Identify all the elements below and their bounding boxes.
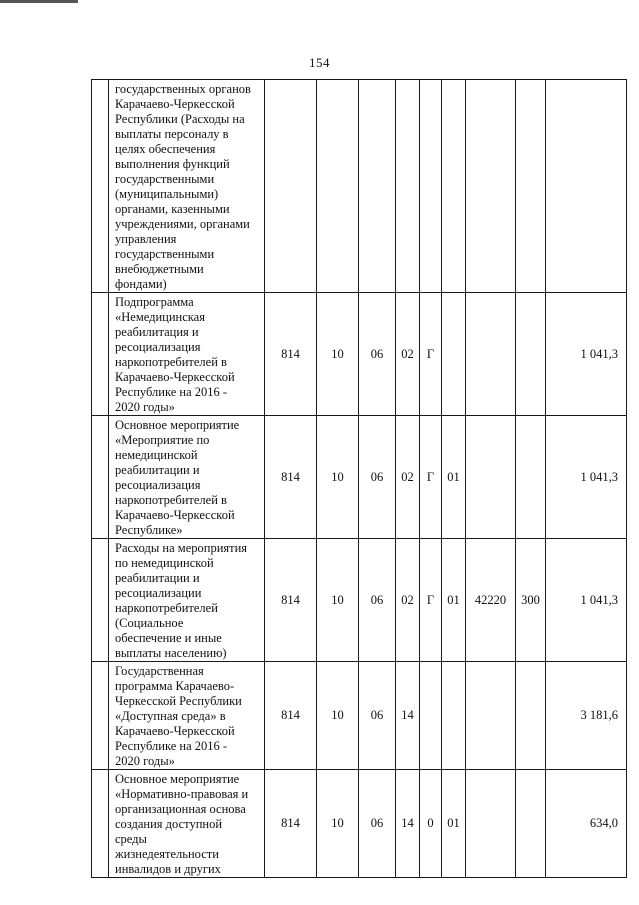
expense-type-code (516, 416, 546, 539)
row-name: Подпрограмма «Немедицинская реабилитация и ресоциализация наркопотребителей в Карачаево-Черкесской Республике на 2016 - 2020 годы» (109, 293, 265, 416)
program-code: 02 (396, 539, 420, 662)
subprogram-code: Г (420, 539, 442, 662)
subprogram-code (420, 662, 442, 770)
index-cell (92, 416, 109, 539)
amount: 1 041,3 (546, 293, 627, 416)
section-code: 10 (317, 662, 359, 770)
table-row (92, 662, 627, 770)
subsection-code: 06 (359, 293, 396, 416)
event-code: 01 (442, 770, 466, 878)
expense-type-code (516, 293, 546, 416)
direction-code (466, 293, 516, 416)
amount: 1 041,3 (546, 416, 627, 539)
direction-code (466, 662, 516, 770)
subsection-code: 06 (359, 416, 396, 539)
ministry-code: 814 (265, 416, 317, 539)
ministry-code: 814 (265, 770, 317, 878)
expense-type-code (516, 80, 546, 293)
program-code: 02 (396, 293, 420, 416)
index-cell (92, 770, 109, 878)
program-code: 02 (396, 416, 420, 539)
expense-type-code (516, 662, 546, 770)
direction-code (466, 80, 516, 293)
ministry-code: 814 (265, 293, 317, 416)
ministry-code: 814 (265, 539, 317, 662)
section-code: 10 (317, 293, 359, 416)
expense-type-code: 300 (516, 539, 546, 662)
subsection-code: 06 (359, 770, 396, 878)
expense-type-code (516, 770, 546, 878)
subprogram-code: 0 (420, 770, 442, 878)
event-code (442, 662, 466, 770)
amount: 634,0 (546, 770, 627, 878)
row-name: государственных органов Карачаево-Черкесской Республики (Расходы на выплаты персоналу в целях обеспечения выполнения функций государственными (муниципальными) органами, казенными учреждениями, органами управления государственными внебюджетными фондами) (109, 80, 265, 293)
row-name: Государственная программа Карачаево- Черкесской Республики «Доступная среда» в Карачаево-Черкесской Республике на 2016 - 2020 годы» (109, 662, 265, 770)
direction-code (466, 416, 516, 539)
amount: 3 181,6 (546, 662, 627, 770)
section-code: 10 (317, 770, 359, 878)
section-code: 10 (317, 416, 359, 539)
row-name: Расходы на мероприятия по немедицинской реабилитации и ресоциализации наркопотребителей (Социальное обеспечение и иные выплаты населению) (109, 539, 265, 662)
program-code (396, 80, 420, 293)
table-row (92, 293, 627, 416)
table-row (92, 80, 627, 293)
event-code: 01 (442, 539, 466, 662)
subsection-code (359, 80, 396, 293)
program-code: 14 (396, 770, 420, 878)
index-cell (92, 539, 109, 662)
row-name: Основное мероприятие «Мероприятие по немедицинской реабилитации и ресоциализация наркопотребителей в Карачаево-Черкесской Республике» (109, 416, 265, 539)
amount (546, 80, 627, 293)
amount: 1 041,3 (546, 539, 627, 662)
top-edge-mark (0, 0, 78, 3)
ministry-code (265, 80, 317, 293)
table-row (92, 416, 627, 539)
budget-table (91, 79, 627, 878)
index-cell (92, 293, 109, 416)
subsection-code: 06 (359, 662, 396, 770)
subprogram-code: Г (420, 293, 442, 416)
section-code (317, 80, 359, 293)
subsection-code: 06 (359, 539, 396, 662)
index-cell (92, 80, 109, 293)
event-code (442, 80, 466, 293)
page-number: 154 (309, 55, 330, 70)
event-code: 01 (442, 416, 466, 539)
row-name: Основное мероприятие «Нормативно-правовая и организационная основа создания доступной среды жизнедеятельности инвалидов и других (109, 770, 265, 878)
ministry-code: 814 (265, 662, 317, 770)
section-code: 10 (317, 539, 359, 662)
direction-code: 42220 (466, 539, 516, 662)
table-row (92, 539, 627, 662)
direction-code (466, 770, 516, 878)
subprogram-code (420, 80, 442, 293)
index-cell (92, 662, 109, 770)
table-row (92, 770, 627, 878)
subprogram-code: Г (420, 416, 442, 539)
event-code (442, 293, 466, 416)
program-code: 14 (396, 662, 420, 770)
